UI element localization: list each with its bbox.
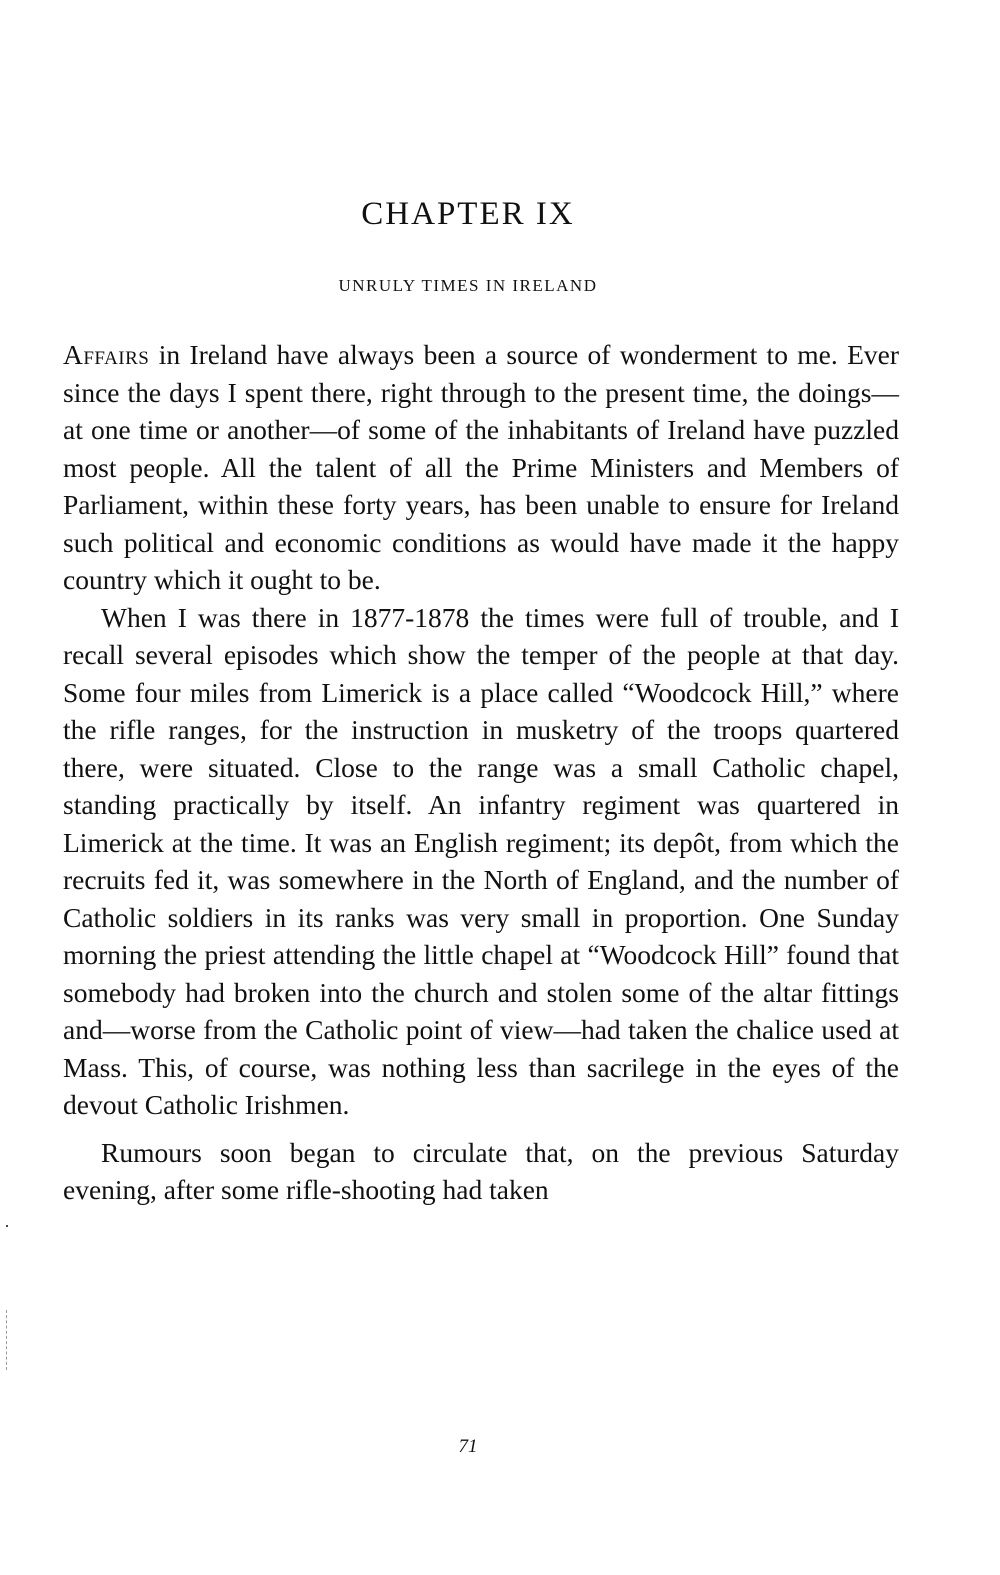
body-text [63,336,899,1209]
paragraph-lead-word: Affairs [63,339,150,370]
paragraph: When I was there in 1877-1878 the times were full of trouble, and I recall several episodes which show the temper of the people at that day. Some four miles from Limerick is a place called “Woodcock Hill,” where the rifle ranges, for the instruction in musketry of the troops quartered there, were situated. Close to the range was a small Catholic chapel, standing practically by itself. An infantry regiment was quartered in Limerick at the time. It was an English regiment; its depôt, from which the recruits fed it, was somewhere in the North of England, and the number of Catholic soldiers in its ranks was very small in proportion. One Sunday morning the priest attending the little chapel at “Woodcock Hill” found that somebody had broken into the church and stolen some of the altar fittings and—worse from the Catholic point of view—had taken the chalice used at Mass. This, of course, was nothing less than sacrilege in the eyes of the devout Catholic Irishmen. [63,601,899,1120]
page-number: 71 [458,1436,478,1457]
chapter-subtitle: UNRULY TIMES IN IRELAND [338,276,598,295]
scan-artifact-dot [6,1225,8,1227]
paragraph: Rumours soon began to circulate that, on the previous Saturday evening, after some rifle-shooting had taken [63,1136,899,1205]
paragraph-text: in Ireland have always been a source of wonderment to me. Ever since the days I spent there, right through to the present time, the doings—at one time or another—of some of the inhabitants of Ireland have puzzled most people. All the talent of all the Prime Ministers and Members of Parliament, within these forty years, has been unable to ensure for Ireland such political and economic conditions as would have made it the happy country which it ought to be. [63,339,899,595]
paragraph [63,336,899,599]
scan-artifact-marks [6,1310,8,1370]
chapter-title: CHAPTER IX [361,196,575,232]
